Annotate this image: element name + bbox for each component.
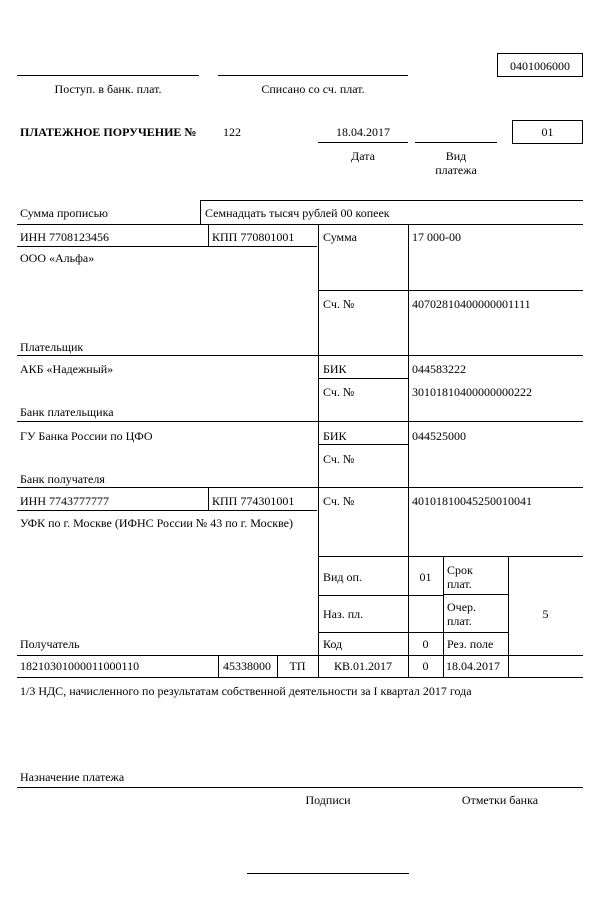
signatures-label: Подписи [305,793,351,807]
payer-name: ООО «Альфа» [20,251,95,265]
payee-bank-bik: 044525000 [412,429,466,443]
term-label-line2: плат. [447,577,472,591]
grid-line [318,632,443,633]
grid-line [318,378,408,379]
document-date: 18.04.2017 [336,125,390,139]
payer-label: Плательщик [20,340,84,354]
tax-doc-number: 0 [422,659,429,673]
payee-inn: ИНН 7743777777 [20,494,109,508]
tax-doc-date: 18.04.2017 [446,659,500,673]
payee-bank-name: ГУ Банка России по ЦФО [20,429,153,443]
status-code: 01 [541,125,554,139]
purpose-bottom-line [17,787,583,788]
tax-basis: ТП [289,659,306,673]
grid-line [17,487,583,488]
payee-account-label: Сч. № [323,494,355,508]
grid-line [17,421,583,422]
grid-line [318,595,443,596]
order-label-line2: плат. [447,614,472,628]
grid-line [318,290,583,291]
grid-line [208,487,209,510]
payment-type-label-line1: Вид [445,149,467,163]
oktmo: 45338000 [223,659,271,673]
received-label: Поступ. в банк. плат. [54,82,162,96]
payer-bank-label: Банк плательщика [20,405,114,419]
grid-line [318,556,583,557]
grid-line [17,246,317,247]
grid-line [208,224,209,246]
grid-line [443,594,508,595]
kbk: 18210301000011000110 [20,659,140,673]
grid-line [443,556,444,677]
order-label-line1: Очер. [447,600,477,614]
amount-label: Сумма [323,230,357,244]
purpose-code-label: Наз. пл. [323,607,364,621]
payee-name: УФК по г. Москве (ИФНС России № 43 по г. Москве) [20,516,293,530]
op-type-label: Вид оп. [323,570,362,584]
code-value: 0 [422,637,429,651]
payee-bank-label: Банк получателя [20,472,105,486]
grid-line [17,677,583,678]
grid-line [17,355,583,356]
payee-label: Получатель [20,637,80,651]
op-type-value: 01 [419,570,432,584]
grid-line [200,200,201,224]
payee-bank-account-label: Сч. № [323,452,355,466]
payer-bank-bik: 044583222 [412,362,466,376]
form-code: 0401006000 [510,59,570,73]
tax-period: КВ.01.2017 [333,659,392,673]
purpose-text: 1/3 НДС, начисленного по результатам собственной деятельности за I квартал 2017 года [20,684,472,698]
order-value: 5 [542,607,549,621]
payer-bank-bik-label: БИК [323,362,347,376]
grid-line [408,224,409,677]
code-label: Код [323,637,343,651]
amount-words-value: Семнадцать тысяч рублей 00 копеек [205,206,390,220]
signature-line [247,873,409,874]
grid-line [200,200,583,201]
grid-line [17,655,583,656]
payer-kpp: КПП 770801001 [212,230,295,244]
payment-type-underline [415,142,497,143]
grid-line [218,655,219,677]
payer-bank-account-label: Сч. № [323,385,355,399]
grid-line [17,510,317,511]
date-label: Дата [351,149,375,163]
amount-words-label: Сумма прописью [20,206,109,220]
payee-account: 40101810045250010041 [412,494,532,508]
payee-kpp: КПП 774301001 [212,494,295,508]
payer-account-label: Сч. № [323,297,355,311]
payer-account: 40702810400000001111 [412,297,531,311]
grid-line [17,224,583,225]
payee-bank-bik-label: БИК [323,429,347,443]
debited-label: Списано со сч. плат. [261,82,365,96]
document-title: ПЛАТЕЖНОЕ ПОРУЧЕНИЕ № [20,125,197,139]
payer-bank-name: АКБ «Надежный» [20,362,114,376]
payer-inn: ИНН 7708123456 [20,230,109,244]
grid-line [318,444,408,445]
bank-marks-label: Отметки банка [461,793,539,807]
term-label-line1: Срок [447,563,473,577]
document-number: 122 [223,125,241,139]
amount-value: 17 000-00 [412,230,461,244]
payment-type-label-line2: платежа [435,163,477,177]
debited-line [218,75,408,76]
payer-bank-account: 30101810400000000222 [412,385,532,399]
received-line [17,75,199,76]
date-underline [318,142,408,143]
grid-line [443,632,508,633]
reserve-field-label: Рез. поле [447,637,494,651]
purpose-label: Назначение платежа [20,770,125,784]
grid-line [318,224,319,677]
